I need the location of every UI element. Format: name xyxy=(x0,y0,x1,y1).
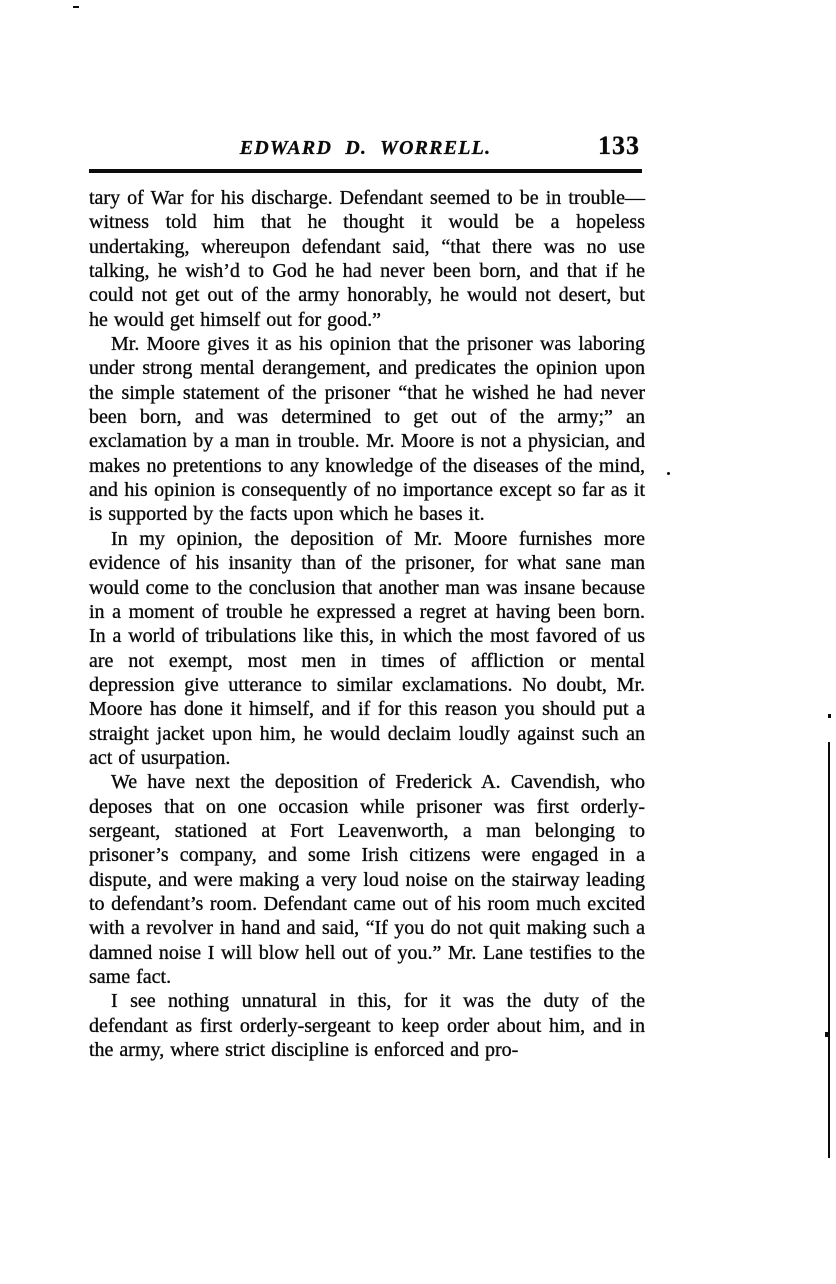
scan-edge-line-bump xyxy=(825,1032,829,1037)
scan-edge-line-right xyxy=(828,742,830,1158)
scan-speck-top-left xyxy=(73,6,79,8)
running-head xyxy=(89,131,642,166)
page-number: 133 xyxy=(598,131,640,160)
paragraph-deposition-commentary: In my opinion, the deposition of Mr. Moore furnishes more evidence of his insanity than of the prisoner, for what sane man would come to the conclusion that another man was insane because in a moment of trouble he expressed a regret at having been born. In a world of tribulations like this, in which the most favored of us are not exempt, most men in times of affliction or mental depression give utterance to similar exclamations. No doubt, Mr. Moore has done it himself, and if for this reason you should put a straight jacket upon him, he would declaim loudly against such an act of usurpation. xyxy=(89,527,645,769)
scan-speck-mid-right xyxy=(667,472,670,475)
paragraph-moore-opinion: Mr. Moore gives it as his opinion that the prisoner was laboring under strong mental derangement, and predicates the opinion upon the simple statement of the prisoner “that he wished he had never been born, and was determined to get out of the army;” an exclamation by a man in trouble. Mr. Moore is not a physician, and makes no pretentions to any knowledge of the diseases of the mind, and his opinion is consequently of no importance except so far as it is supported by the facts upon which he bases it. xyxy=(89,333,645,526)
scan-speck-above-edge-line xyxy=(828,714,831,718)
header-rule xyxy=(89,169,642,173)
paragraph-continuation: tary of War for his discharge. Defendant seemed to be in trouble—witness told him that he thought it would be a hopeless undertaking, whereupon defendant said, “that there was no use talking, he wish’d to God he had never been born, and that if he could not get out of the army honorably, he would not desert, but he would get himself out for good.” xyxy=(89,187,645,331)
running-head-title: EDWARD D. WORRELL. xyxy=(239,137,492,159)
paragraph-cavendish-deposition: We have next the deposition of Frederick A. Cavendish, who deposes that on one occasion while prisoner was first orderly-sergeant, stationed at Fort Leavenworth, a man belonging to prisoner’s company, and some Irish citizens were engaged in a dispute, and were making a very loud noise on the stairway leading to defendant’s room. Defendant came out of his room much excited with a revolver in hand and said, “If you do not quit making such a damned noise I will blow hell out of you.” Mr. Lane testifies to the same fact. xyxy=(89,771,645,988)
page-body-text xyxy=(89,186,645,1062)
paragraph-closing: I see nothing unnatural in this, for it was the duty of the defendant as first orderly-sergeant to keep order about him, and in the army, where strict discipline is enforced and pro- xyxy=(89,990,645,1062)
